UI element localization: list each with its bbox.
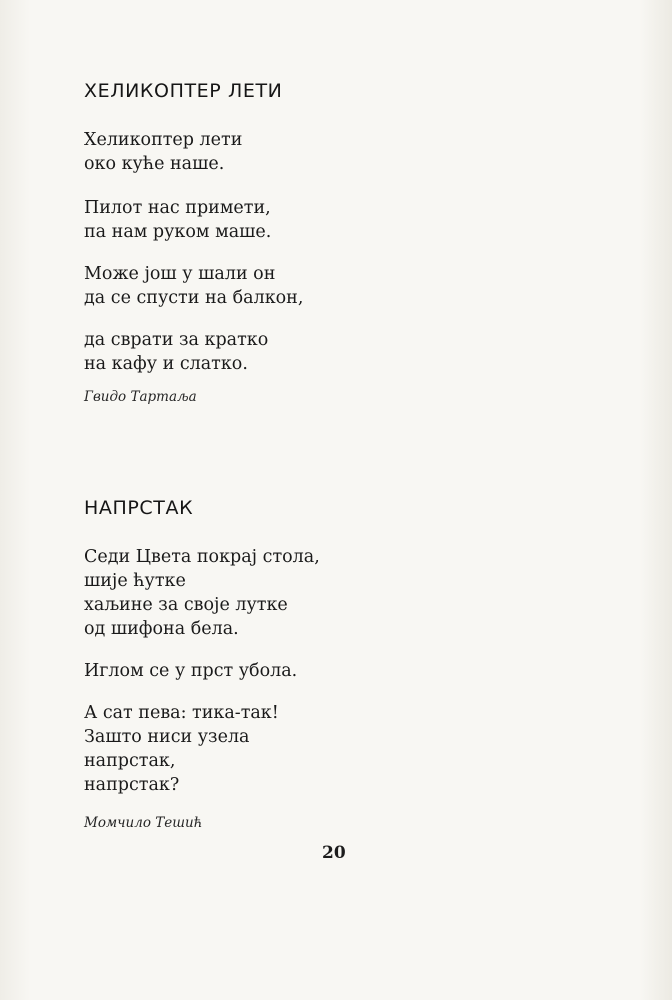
bleed-through-texture [336,0,666,1000]
verse-line: око куће наше. [84,154,225,174]
verse-line: од шифона бела. [84,619,239,639]
stanza [84,262,303,310]
verse-line: па нам руком маше. [84,222,272,242]
verse-line: шије ћутке [84,571,186,591]
stanza [84,328,268,376]
stanza [84,701,279,797]
verse-line: напрстак, [84,751,176,771]
verse-line: Пилот нас примети, [84,198,271,218]
page-number: 20 [322,843,346,863]
verse-line: А сат пева: тика-так! [84,703,279,723]
verse-line: Иглом се у прст убола. [84,661,298,681]
verse-line: хаљине за своје лутке [84,595,288,615]
verse-line: да сврати за кратко [84,330,269,350]
verse-line: на кафу и слатко. [84,354,248,374]
verse-line: Седи Цвета покрај стола, [84,547,320,567]
verse-line: Хеликоптер лети [84,130,243,150]
verse-line: напрстак? [84,775,180,795]
verse-line: Зашто ниси узела [84,727,250,747]
poem-author: Гвидо Тартаља [84,389,197,405]
verse-line: Може још у шали он [84,264,276,284]
stanza [84,659,297,683]
stanza [84,545,320,641]
poem-title: ХЕЛИКОПТЕР ЛЕТИ [84,80,283,102]
poem-title: НАПРСТАК [84,497,194,519]
verse-line: да се спусти на балкон, [84,288,304,308]
poem-author: Момчило Тешић [84,815,203,831]
stanza [84,196,271,244]
stanza [84,128,242,176]
